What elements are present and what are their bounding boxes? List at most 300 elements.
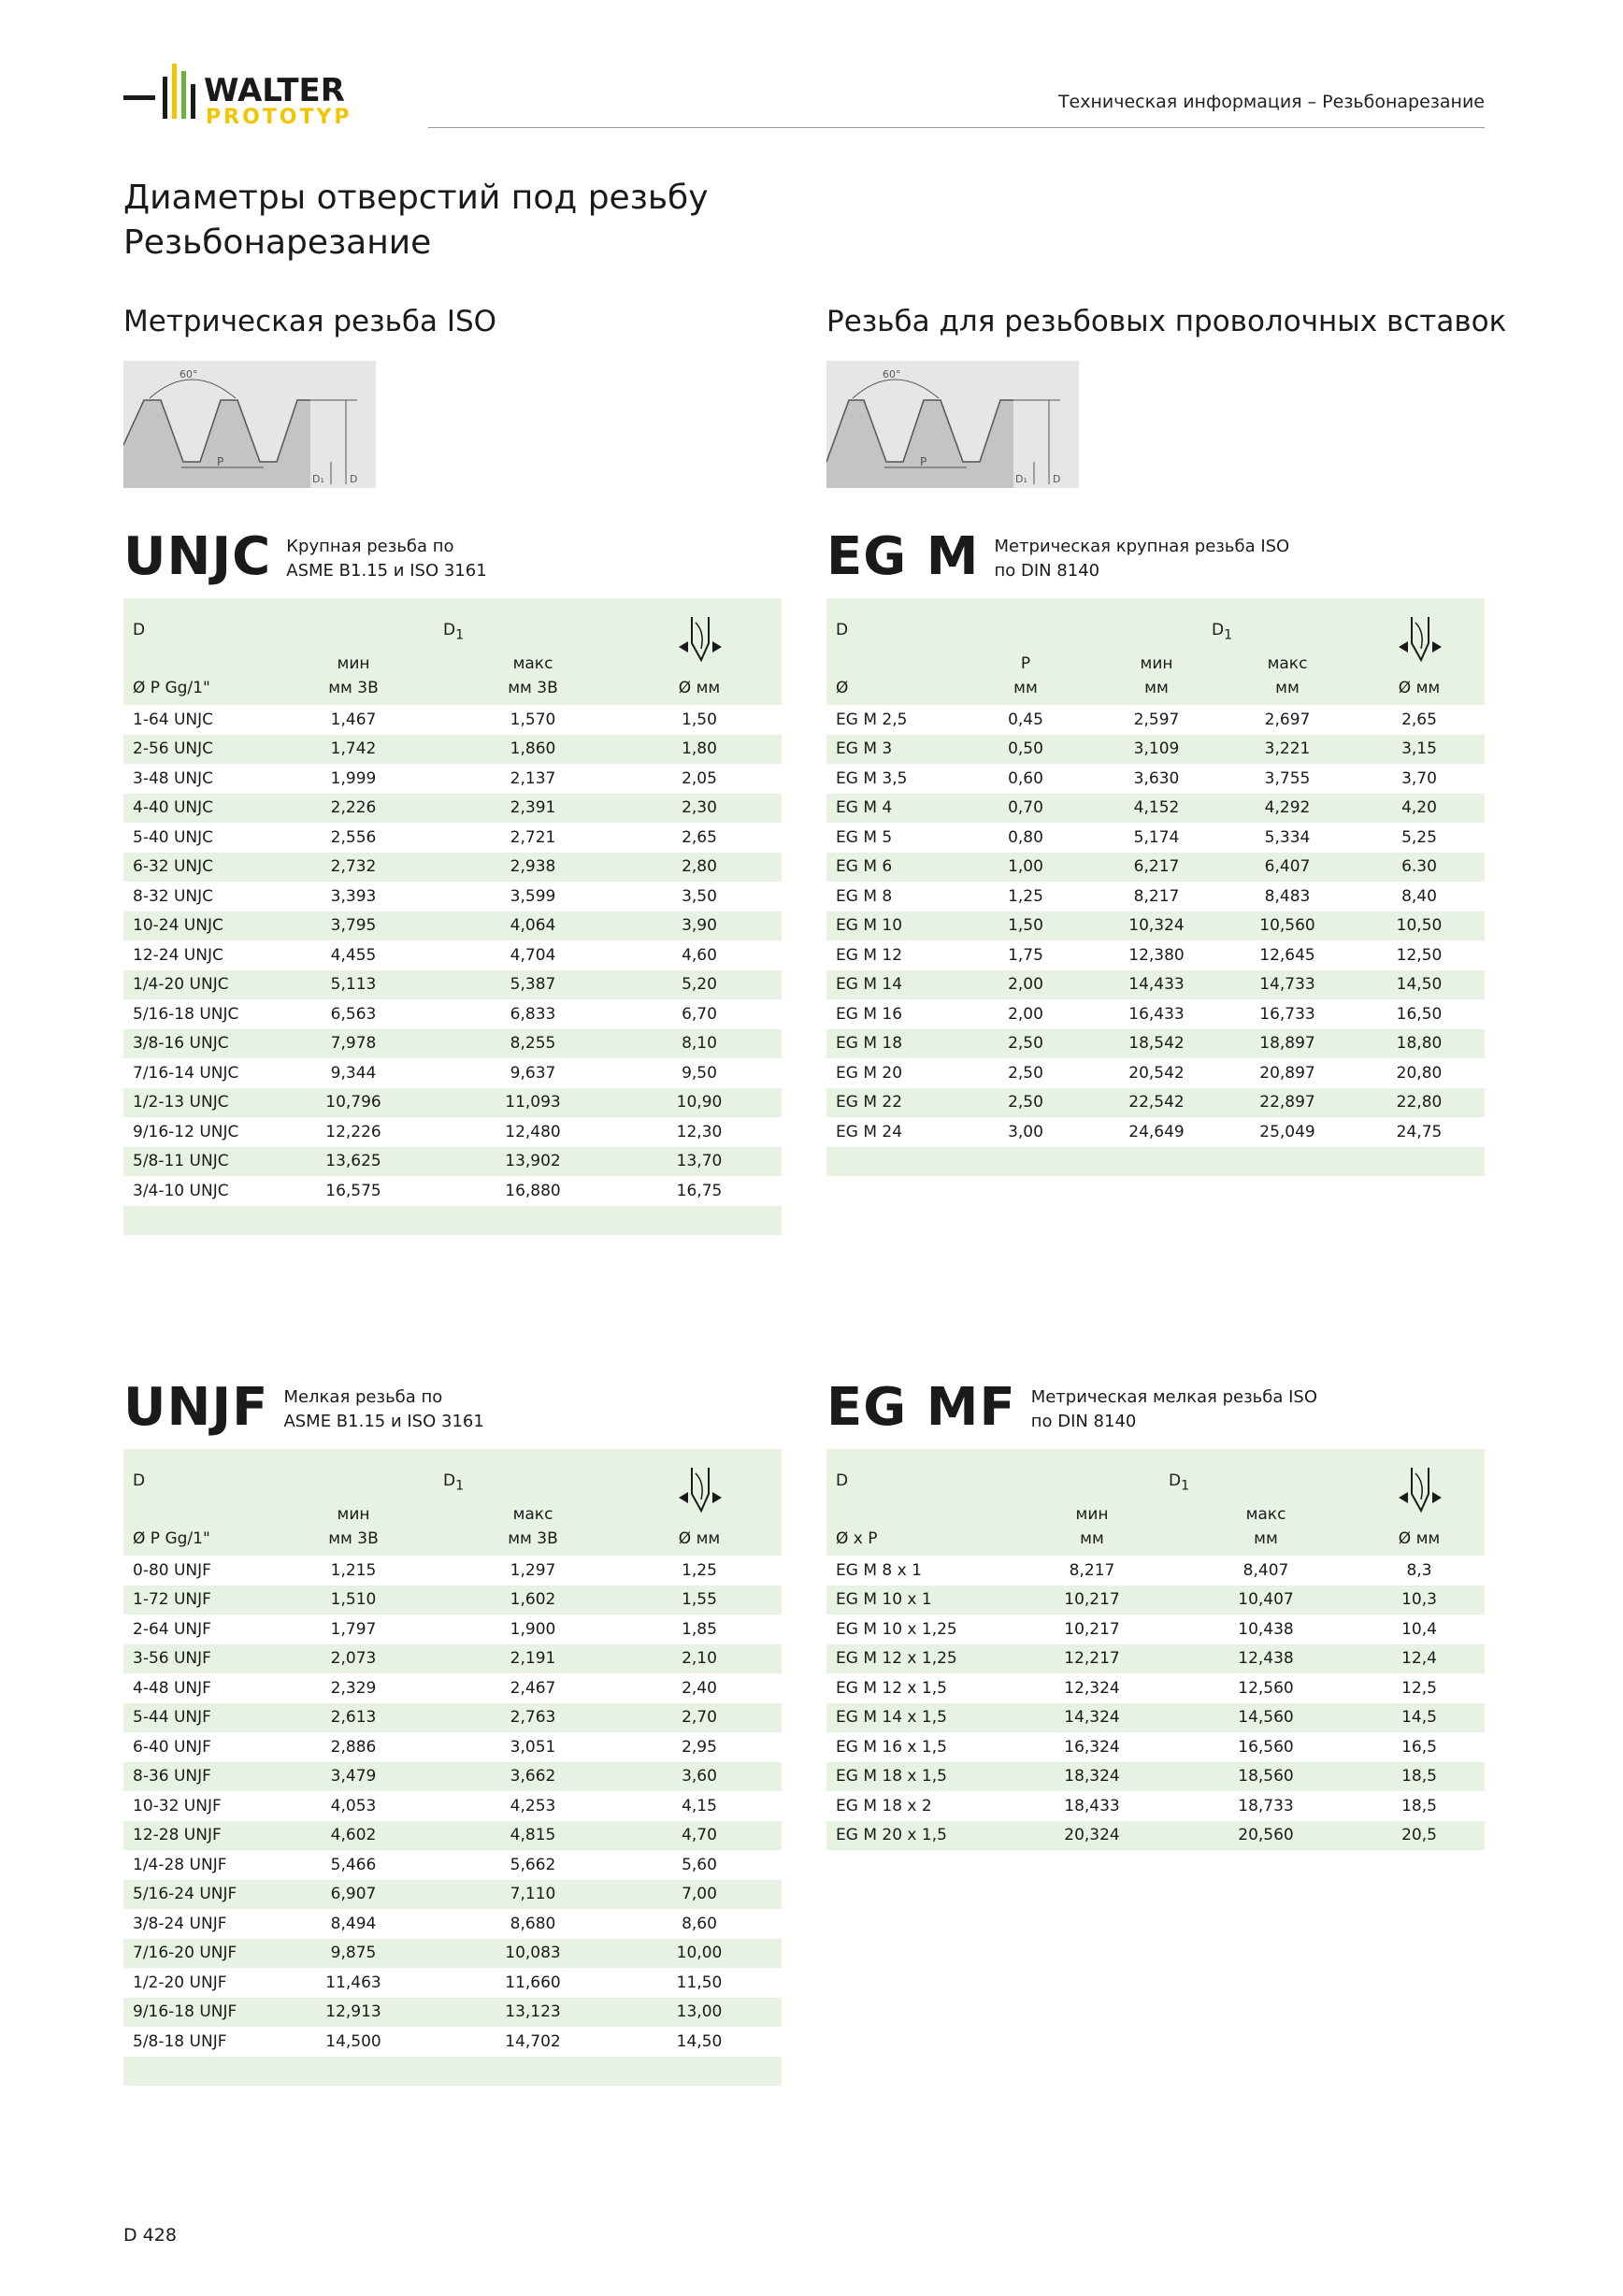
table-cell-designation: 6-40 UNJF bbox=[133, 1737, 211, 1757]
table-row bbox=[826, 1644, 1485, 1674]
table-cell-value: 3,60 bbox=[682, 1767, 717, 1787]
unjf-description: Мелкая резьба по ASME B1.15 и ISO 3161 bbox=[283, 1387, 484, 1431]
table-cell-value: 10,3 bbox=[1401, 1590, 1437, 1610]
table-cell-value: 24,649 bbox=[1128, 1122, 1185, 1141]
table-cell-designation: EG M 10 x 1 bbox=[836, 1590, 932, 1610]
table-cell-designation: EG M 12 bbox=[836, 945, 903, 965]
table-cell-designation: 8-32 UNJC bbox=[133, 886, 214, 906]
table-cell-value: 0,50 bbox=[1008, 739, 1043, 759]
table-cell-value: 0,80 bbox=[1008, 827, 1043, 847]
table-cell-value: 9,50 bbox=[682, 1063, 717, 1083]
table-cell-designation: EG M 6 bbox=[836, 857, 893, 877]
drill-icon bbox=[668, 611, 733, 671]
table-cell-value: 2,073 bbox=[330, 1649, 377, 1669]
svg-text:P: P bbox=[920, 455, 927, 468]
table-cell-value: 3,90 bbox=[682, 916, 717, 936]
table-row bbox=[826, 853, 1485, 883]
table-cell-value: 11,50 bbox=[676, 1973, 723, 1992]
table-row bbox=[123, 1176, 782, 1206]
table-row bbox=[123, 1850, 782, 1880]
table-cell-value: 2,763 bbox=[510, 1708, 556, 1728]
table-cell-value: 12,30 bbox=[676, 1122, 723, 1141]
table-cell-value: 12,645 bbox=[1259, 945, 1315, 965]
table-cell-designation: EG M 10 x 1,25 bbox=[836, 1619, 957, 1639]
table-cell-value: 18,542 bbox=[1128, 1034, 1185, 1054]
table-cell-value: 2,721 bbox=[510, 827, 556, 847]
table-cell-value: 1,742 bbox=[330, 739, 377, 759]
table-cell-designation: 10-24 UNJC bbox=[133, 916, 223, 936]
table-cell-designation: 3/8-16 UNJC bbox=[133, 1034, 229, 1054]
table-cell-value: 2,732 bbox=[330, 857, 377, 877]
table-cell-designation: 5-40 UNJC bbox=[133, 827, 214, 847]
table-row bbox=[826, 1117, 1485, 1147]
unjc-table-body bbox=[123, 705, 782, 1206]
table-cell-designation: EG M 2,5 bbox=[836, 710, 908, 729]
table-row bbox=[123, 1117, 782, 1147]
table-row bbox=[123, 1703, 782, 1733]
table-cell-value: 0,60 bbox=[1008, 768, 1043, 788]
table-cell-value: 10,324 bbox=[1128, 916, 1185, 936]
table-cell-designation: 3/4-10 UNJC bbox=[133, 1181, 229, 1200]
table-cell-value: 5,113 bbox=[330, 975, 377, 995]
table-cell-value: 10,00 bbox=[676, 1944, 723, 1963]
table-cell-value: 1,297 bbox=[510, 1560, 556, 1580]
table-row bbox=[123, 853, 782, 883]
table-cell-value: 10,796 bbox=[325, 1093, 381, 1112]
table-row bbox=[826, 911, 1485, 941]
table-cell-designation: EG M 3 bbox=[836, 739, 893, 759]
table-cell-value: 16,324 bbox=[1064, 1737, 1120, 1757]
table-cell-value: 8,60 bbox=[682, 1914, 717, 1933]
table-cell-designation: EG M 18 x 2 bbox=[836, 1796, 932, 1815]
table-cell-value: 2,95 bbox=[682, 1737, 717, 1757]
table-row bbox=[826, 1088, 1485, 1118]
table-cell-value: 3,795 bbox=[330, 916, 377, 936]
table-cell-designation: 3-48 UNJC bbox=[133, 768, 214, 788]
table-cell-designation: 5/8-11 UNJC bbox=[133, 1152, 229, 1171]
table-cell-value: 6,407 bbox=[1264, 857, 1311, 877]
table-row bbox=[123, 1791, 782, 1821]
section-title-metric: Метрическая резьба ISO bbox=[123, 305, 497, 338]
table-cell-value: 8,10 bbox=[682, 1034, 717, 1054]
table-row bbox=[123, 1029, 782, 1059]
table-cell-value: 12,913 bbox=[325, 2002, 381, 2022]
table-row bbox=[123, 1586, 782, 1615]
table-cell-value: 0,45 bbox=[1008, 710, 1043, 729]
table-cell-value: 20,897 bbox=[1259, 1063, 1315, 1083]
table-row bbox=[826, 882, 1485, 911]
table-row bbox=[826, 970, 1485, 1000]
table-cell-value: 16,733 bbox=[1259, 1004, 1315, 1024]
table-cell-value: 4,253 bbox=[510, 1796, 556, 1815]
table-cell-value: 6.30 bbox=[1401, 857, 1437, 877]
table-row bbox=[826, 1821, 1485, 1851]
table-cell-value: 1,80 bbox=[682, 739, 717, 759]
table-cell-value: 12,5 bbox=[1401, 1678, 1437, 1698]
table-cell-value: 20,542 bbox=[1128, 1063, 1185, 1083]
egm-description: Метрическая крупная резьба ISO по DIN 8140 bbox=[994, 537, 1290, 581]
table-cell-value: 20,560 bbox=[1238, 1826, 1294, 1845]
table-cell-value: 10,083 bbox=[505, 1944, 561, 1963]
table-cell-value: 4,602 bbox=[330, 1826, 377, 1845]
page-number: D 428 bbox=[123, 2225, 177, 2246]
table-cell-value: 14,5 bbox=[1401, 1708, 1437, 1728]
table-row bbox=[826, 705, 1485, 735]
header-divider bbox=[428, 127, 1485, 128]
table-cell-value: 3,50 bbox=[682, 886, 717, 906]
table-cell-value: 3,479 bbox=[330, 1767, 377, 1787]
table-row bbox=[123, 940, 782, 970]
table-cell-value: 24,75 bbox=[1396, 1122, 1443, 1141]
table-row bbox=[826, 1058, 1485, 1088]
table-cell-value: 13,00 bbox=[676, 2002, 723, 2022]
table-cell-designation: 3/8-24 UNJF bbox=[133, 1914, 227, 1933]
table-cell-designation: 7/16-14 UNJC bbox=[133, 1063, 239, 1083]
table-cell-value: 1,860 bbox=[510, 739, 556, 759]
table-cell-value: 5,60 bbox=[682, 1855, 717, 1874]
table-cell-designation: EG M 18 x 1,5 bbox=[836, 1767, 947, 1787]
table-cell-value: 10,4 bbox=[1401, 1619, 1437, 1639]
table-cell-value: 8,217 bbox=[1069, 1560, 1115, 1580]
table-cell-value: 22,80 bbox=[1396, 1093, 1443, 1112]
page-title-line1: Диаметры отверстий под резьбу bbox=[123, 179, 709, 217]
table-cell-designation: 1/4-28 UNJF bbox=[133, 1855, 227, 1874]
table-cell-value: 14,50 bbox=[1396, 975, 1443, 995]
table-cell-designation: 5-44 UNJF bbox=[133, 1708, 211, 1728]
table-cell-designation: EG M 10 bbox=[836, 916, 903, 936]
svg-text:D₁: D₁ bbox=[312, 473, 324, 485]
egmf-table bbox=[826, 1449, 1485, 1850]
page-title-line2: Резьбонарезание bbox=[123, 223, 432, 262]
table-cell-designation: EG M 18 bbox=[836, 1034, 903, 1054]
table-cell-value: 2,40 bbox=[682, 1678, 717, 1698]
table-cell-value: 14,733 bbox=[1259, 975, 1315, 995]
table-cell-value: 2,391 bbox=[510, 798, 556, 818]
header-section-label: Техническая информация – Резьбонарезание bbox=[1057, 92, 1485, 112]
table-cell-value: 18,733 bbox=[1238, 1796, 1294, 1815]
table-cell-value: 2,05 bbox=[682, 768, 717, 788]
table-cell-designation: 9/16-18 UNJF bbox=[133, 2002, 237, 2022]
table-row bbox=[123, 764, 782, 794]
table-cell-value: 3,109 bbox=[1133, 739, 1180, 759]
table-row bbox=[123, 1614, 782, 1644]
table-cell-value: 2,556 bbox=[330, 827, 377, 847]
table-cell-designation: EG M 3,5 bbox=[836, 768, 908, 788]
table-cell-value: 3,15 bbox=[1401, 739, 1437, 759]
table-cell-value: 14,50 bbox=[676, 2031, 723, 2051]
table-cell-designation: 1-64 UNJC bbox=[133, 710, 214, 729]
table-row bbox=[123, 1732, 782, 1762]
table-cell-designation: EG M 20 x 1,5 bbox=[836, 1826, 947, 1845]
svg-text:D₁: D₁ bbox=[1015, 473, 1027, 485]
table-cell-designation: 12-24 UNJC bbox=[133, 945, 223, 965]
table-cell-value: 12,560 bbox=[1238, 1678, 1294, 1698]
table-cell-value: 3,00 bbox=[1008, 1122, 1043, 1141]
table-cell-designation: EG M 12 x 1,25 bbox=[836, 1649, 957, 1669]
table-cell-value: 18,5 bbox=[1401, 1767, 1437, 1787]
table-row bbox=[123, 1147, 782, 1177]
table-row bbox=[826, 735, 1485, 765]
table-cell-value: 4,455 bbox=[330, 945, 377, 965]
table-cell-value: 14,324 bbox=[1064, 1708, 1120, 1728]
table-cell-value: 5,334 bbox=[1264, 827, 1311, 847]
table-cell-value: 4,15 bbox=[682, 1796, 717, 1815]
table-cell-value: 1,00 bbox=[1008, 857, 1043, 877]
table-cell-value: 4,704 bbox=[510, 945, 556, 965]
table-cell-value: 12,226 bbox=[325, 1122, 381, 1141]
table-cell-value: 9,344 bbox=[330, 1063, 377, 1083]
table-row bbox=[123, 705, 782, 735]
table-cell-value: 1,50 bbox=[682, 710, 717, 729]
table-cell-value: 16,50 bbox=[1396, 1004, 1443, 1024]
table-cell-designation: 5/16-18 UNJC bbox=[133, 1004, 239, 1024]
table-cell-value: 3,755 bbox=[1264, 768, 1311, 788]
table-cell-value: 1,215 bbox=[330, 1560, 377, 1580]
table-row bbox=[826, 1556, 1485, 1586]
svg-text:60°: 60° bbox=[180, 368, 198, 380]
table-cell-value: 20,80 bbox=[1396, 1063, 1443, 1083]
table-cell-value: 2,886 bbox=[330, 1737, 377, 1757]
table-cell-value: 1,797 bbox=[330, 1619, 377, 1639]
table-cell-value: 3,051 bbox=[510, 1737, 556, 1757]
table-row bbox=[123, 1058, 782, 1088]
table-cell-value: 13,902 bbox=[505, 1152, 561, 1171]
table-cell-value: 1,467 bbox=[330, 710, 377, 729]
table-cell-designation: 5/16-24 UNJF bbox=[133, 1885, 237, 1904]
table-row bbox=[826, 1029, 1485, 1059]
table-cell-value: 18,433 bbox=[1064, 1796, 1120, 1815]
table-cell-designation: 0-80 UNJF bbox=[133, 1560, 211, 1580]
table-cell-value: 5,662 bbox=[510, 1855, 556, 1874]
table-cell-value: 4,152 bbox=[1133, 798, 1180, 818]
table-row bbox=[826, 940, 1485, 970]
table-row bbox=[826, 794, 1485, 824]
table-cell-value: 12,324 bbox=[1064, 1678, 1120, 1698]
unjf-table-body bbox=[123, 1556, 782, 2057]
table-cell-value: 8,680 bbox=[510, 1914, 556, 1933]
table-cell-designation: 1/2-13 UNJC bbox=[133, 1093, 229, 1112]
table-cell-value: 2,938 bbox=[510, 857, 556, 877]
table-row bbox=[123, 794, 782, 824]
section-title-insert: Резьба для резьбовых проволочных вставок bbox=[826, 305, 1507, 338]
drill-icon bbox=[668, 1462, 733, 1522]
table-cell-value: 2,137 bbox=[510, 768, 556, 788]
table-cell-value: 16,560 bbox=[1238, 1737, 1294, 1757]
table-cell-value: 1,999 bbox=[330, 768, 377, 788]
table-cell-value: 5,387 bbox=[510, 975, 556, 995]
table-cell-value: 2,50 bbox=[1008, 1063, 1043, 1083]
table-row bbox=[826, 1791, 1485, 1821]
table-cell-value: 18,5 bbox=[1401, 1796, 1437, 1815]
unjf-code: UNJF bbox=[123, 1377, 269, 1438]
table-cell-value: 1,25 bbox=[682, 1560, 717, 1580]
egmf-heading bbox=[826, 1377, 1318, 1438]
table-cell-designation: EG M 16 x 1,5 bbox=[836, 1737, 947, 1757]
table-cell-value: 3,630 bbox=[1133, 768, 1180, 788]
table-cell-value: 2,597 bbox=[1133, 710, 1180, 729]
table-row bbox=[123, 2027, 782, 2057]
table-row bbox=[826, 1732, 1485, 1762]
table-cell-value: 4,292 bbox=[1264, 798, 1311, 818]
drill-icon bbox=[1387, 611, 1453, 671]
table-row bbox=[826, 823, 1485, 853]
table-cell-value: 10,90 bbox=[676, 1093, 723, 1112]
table-cell-value: 5,174 bbox=[1133, 827, 1180, 847]
table-cell-designation: EG M 12 x 1,5 bbox=[836, 1678, 947, 1698]
table-cell-value: 8,255 bbox=[510, 1034, 556, 1054]
table-cell-designation: 10-32 UNJF bbox=[133, 1796, 222, 1815]
table-cell-value: 2,65 bbox=[1401, 710, 1437, 729]
table-cell-value: 14,500 bbox=[325, 2031, 381, 2051]
table-cell-value: 6,563 bbox=[330, 1004, 377, 1024]
table-cell-value: 14,560 bbox=[1238, 1708, 1294, 1728]
unjc-heading bbox=[123, 526, 487, 587]
table-cell-value: 18,80 bbox=[1396, 1034, 1443, 1054]
table-cell-value: 0,70 bbox=[1008, 798, 1043, 818]
walter-prototyp-logo bbox=[123, 58, 404, 133]
table-row bbox=[123, 970, 782, 1000]
svg-text:60°: 60° bbox=[883, 368, 901, 380]
table-cell-designation: 1/2-20 UNJF bbox=[133, 1973, 227, 1992]
table-cell-value: 14,702 bbox=[505, 2031, 561, 2051]
thread-profile-diagram-iso bbox=[123, 361, 376, 488]
table-cell-value: 1,900 bbox=[510, 1619, 556, 1639]
table-cell-value: 1,510 bbox=[330, 1590, 377, 1610]
table-cell-value: 4,064 bbox=[510, 916, 556, 936]
egmf-description: Метрическая мелкая резьба ISO по DIN 8140 bbox=[1030, 1387, 1318, 1431]
table-cell-designation: 1/4-20 UNJC bbox=[133, 975, 229, 995]
table-cell-value: 6,70 bbox=[682, 1004, 717, 1024]
table-cell-value: 2,50 bbox=[1008, 1093, 1043, 1112]
thread-profile-diagram-insert bbox=[826, 361, 1079, 488]
svg-text:P: P bbox=[217, 455, 224, 468]
table-row bbox=[123, 1968, 782, 1998]
table-cell-designation: EG M 24 bbox=[836, 1122, 903, 1141]
table-cell-value: 5,20 bbox=[682, 975, 717, 995]
table-row bbox=[123, 1556, 782, 1586]
table-row bbox=[123, 1644, 782, 1674]
table-cell-value: 10,217 bbox=[1064, 1590, 1120, 1610]
egm-code: EG M bbox=[826, 526, 980, 587]
table-cell-value: 4,053 bbox=[330, 1796, 377, 1815]
table-cell-value: 13,123 bbox=[505, 2002, 561, 2022]
table-cell-value: 2,329 bbox=[330, 1678, 377, 1698]
table-cell-value: 10,560 bbox=[1259, 916, 1315, 936]
unjf-table bbox=[123, 1449, 782, 2086]
table-cell-value: 6,907 bbox=[330, 1885, 377, 1904]
table-row bbox=[123, 882, 782, 911]
egmf-table-body bbox=[826, 1556, 1485, 1850]
table-row bbox=[826, 1703, 1485, 1733]
table-cell-value: 1,602 bbox=[510, 1590, 556, 1610]
table-cell-designation: 7/16-20 UNJF bbox=[133, 1944, 237, 1963]
egm-table-body bbox=[826, 705, 1485, 1147]
table-cell-designation: 9/16-12 UNJC bbox=[133, 1122, 239, 1141]
table-cell-value: 18,560 bbox=[1238, 1767, 1294, 1787]
table-row bbox=[826, 1762, 1485, 1792]
table-cell-value: 2,65 bbox=[682, 827, 717, 847]
table-cell-value: 16,75 bbox=[676, 1181, 723, 1200]
table-cell-value: 14,433 bbox=[1128, 975, 1185, 995]
table-row bbox=[123, 1998, 782, 2028]
table-cell-value: 2,30 bbox=[682, 798, 717, 818]
table-row bbox=[826, 999, 1485, 1029]
table-cell-value: 2,10 bbox=[682, 1649, 717, 1669]
table-cell-value: 6,833 bbox=[510, 1004, 556, 1024]
table-cell-designation: EG M 8 x 1 bbox=[836, 1560, 922, 1580]
table-cell-value: 12,480 bbox=[505, 1122, 561, 1141]
table-cell-designation: 5/8-18 UNJF bbox=[133, 2031, 227, 2051]
table-cell-value: 12,217 bbox=[1064, 1649, 1120, 1669]
table-cell-value: 9,637 bbox=[510, 1063, 556, 1083]
table-row bbox=[826, 764, 1485, 794]
table-cell-value: 6,217 bbox=[1133, 857, 1180, 877]
table-cell-value: 16,433 bbox=[1128, 1004, 1185, 1024]
egm-table bbox=[826, 598, 1485, 1176]
table-cell-value: 1,25 bbox=[1008, 886, 1043, 906]
table-cell-value: 10,50 bbox=[1396, 916, 1443, 936]
table-cell-value: 3,393 bbox=[330, 886, 377, 906]
table-cell-designation: 3-56 UNJF bbox=[133, 1649, 211, 1669]
table-row bbox=[826, 1614, 1485, 1644]
table-row bbox=[123, 735, 782, 765]
table-cell-value: 7,00 bbox=[682, 1885, 717, 1904]
table-cell-designation: 2-56 UNJC bbox=[133, 739, 214, 759]
table-cell-value: 18,324 bbox=[1064, 1767, 1120, 1787]
table-cell-designation: EG M 16 bbox=[836, 1004, 903, 1024]
table-cell-value: 2,00 bbox=[1008, 1004, 1043, 1024]
page-title bbox=[123, 176, 709, 265]
table-cell-value: 2,613 bbox=[330, 1708, 377, 1728]
table-cell-value: 18,897 bbox=[1259, 1034, 1315, 1054]
unjc-description: Крупная резьба по ASME B1.15 и ISO 3161 bbox=[286, 537, 487, 581]
table-cell-value: 8,483 bbox=[1264, 886, 1311, 906]
table-cell-value: 25,049 bbox=[1259, 1122, 1315, 1141]
table-cell-value: 5,466 bbox=[330, 1855, 377, 1874]
table-cell-value: 8,494 bbox=[330, 1914, 377, 1933]
unjf-heading bbox=[123, 1377, 484, 1438]
table-row bbox=[123, 911, 782, 941]
table-row bbox=[123, 1762, 782, 1792]
table-cell-designation: EG M 8 bbox=[836, 886, 893, 906]
drill-icon bbox=[1387, 1462, 1453, 1522]
table-cell-value: 22,897 bbox=[1259, 1093, 1315, 1112]
table-cell-value: 12,4 bbox=[1401, 1649, 1437, 1669]
table-cell-value: 7,978 bbox=[330, 1034, 377, 1054]
table-cell-value: 7,110 bbox=[510, 1885, 556, 1904]
table-cell-value: 1,570 bbox=[510, 710, 556, 729]
table-cell-value: 20,324 bbox=[1064, 1826, 1120, 1845]
svg-text:PROTOTYP: PROTOTYP bbox=[206, 106, 352, 129]
table-cell-value: 2,191 bbox=[510, 1649, 556, 1669]
table-cell-value: 1,75 bbox=[1008, 945, 1043, 965]
svg-text:D: D bbox=[350, 473, 358, 485]
table-cell-designation: EG M 14 x 1,5 bbox=[836, 1708, 947, 1728]
table-cell-designation: 6-32 UNJC bbox=[133, 857, 214, 877]
table-cell-value: 13,625 bbox=[325, 1152, 381, 1171]
table-cell-value: 3,70 bbox=[1401, 768, 1437, 788]
egmf-code: EG MF bbox=[826, 1377, 1016, 1438]
table-row bbox=[123, 823, 782, 853]
table-cell-value: 20,5 bbox=[1401, 1826, 1437, 1845]
table-cell-designation: EG M 4 bbox=[836, 798, 893, 818]
table-cell-designation: 8-36 UNJF bbox=[133, 1767, 211, 1787]
table-cell-value: 11,660 bbox=[505, 1973, 561, 1992]
svg-text:D: D bbox=[1053, 473, 1061, 485]
table-cell-value: 2,467 bbox=[510, 1678, 556, 1698]
table-row bbox=[826, 1586, 1485, 1615]
table-cell-value: 2,226 bbox=[330, 798, 377, 818]
